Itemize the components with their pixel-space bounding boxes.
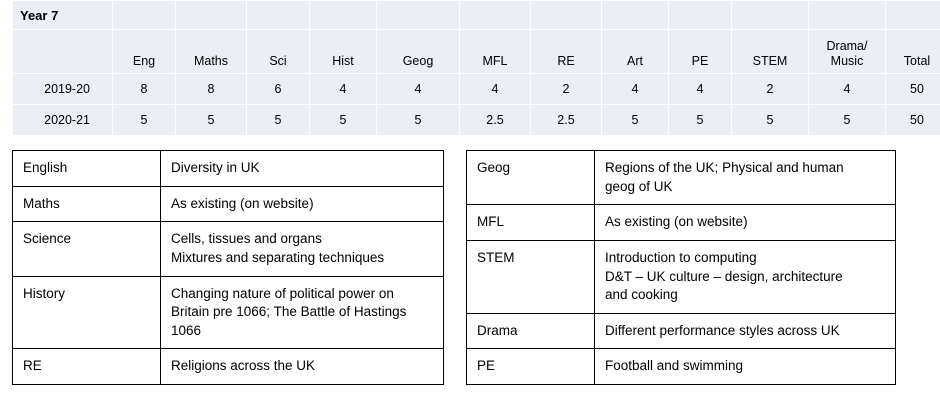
content-line: Diversity in UK <box>171 160 260 175</box>
content-history <box>161 276 444 349</box>
content-line: D&T – UK culture – design, architecture <box>605 268 843 284</box>
subject-stem: STEM <box>467 240 595 313</box>
allocation-row-2020-21 <box>13 105 940 136</box>
cell-art: 5 <box>602 105 669 136</box>
content-stem <box>595 240 896 313</box>
content-line: Religions across the UK <box>171 358 316 374</box>
content-re <box>161 349 444 385</box>
header-geog: Geog <box>377 30 460 74</box>
table-row <box>467 349 896 385</box>
subject-maths: Maths <box>13 186 161 222</box>
curriculum-table-right <box>466 150 896 385</box>
spacer-cell <box>247 1 310 30</box>
content-line: Football and swimming <box>605 358 744 374</box>
cell-geog: 4 <box>377 74 460 105</box>
year7-allocation-table <box>12 0 940 136</box>
subject-geog: Geog <box>467 151 595 205</box>
cell-pe: 4 <box>669 74 732 105</box>
content-geog <box>595 151 896 205</box>
header-maths: Maths <box>176 30 247 74</box>
subject-pe: PE <box>467 349 595 385</box>
cell-stem: 2 <box>732 74 809 105</box>
content-line: As existing (on website) <box>171 195 314 211</box>
cell-total: 50 <box>886 105 940 136</box>
table-row <box>13 186 444 222</box>
spacer-cell <box>732 1 809 30</box>
table-row <box>13 276 444 349</box>
content-drama <box>595 313 896 349</box>
cell-eng: 5 <box>113 105 176 136</box>
header-total: Total <box>886 30 940 74</box>
header-mfl: MFL <box>460 30 531 74</box>
header-re: RE <box>531 30 602 74</box>
subject-history: History <box>13 276 161 349</box>
header-hist: Hist <box>310 30 377 74</box>
spacer-cell <box>377 1 460 30</box>
cell-maths: 8 <box>176 74 247 105</box>
content-line: geog of UK <box>605 178 673 194</box>
allocation-title: Year 7 <box>13 1 113 30</box>
cell-art: 4 <box>602 74 669 105</box>
header-drama-music <box>809 30 886 74</box>
cell-pe: 5 <box>669 105 732 136</box>
header-blank <box>13 30 113 74</box>
cell-drama-music: 5 <box>809 105 886 136</box>
header-eng: Eng <box>113 30 176 74</box>
subject-re: RE <box>13 349 161 385</box>
curriculum-table-left <box>12 150 444 385</box>
content-line: 1066 <box>171 322 202 338</box>
subject-english: English <box>13 151 161 187</box>
header-drama-line2: Music <box>830 53 864 68</box>
table-row <box>13 151 444 187</box>
content-line: As existing (on website) <box>605 214 748 230</box>
cell-sci: 5 <box>247 105 310 136</box>
header-drama-line1: Drama/ <box>826 39 868 54</box>
header-art: Art <box>602 30 669 74</box>
header-sci: Sci <box>247 30 310 74</box>
spacer-cell <box>310 1 377 30</box>
subject-mfl: MFL <box>467 205 595 241</box>
content-line: Introduction to computing <box>605 249 757 265</box>
content-maths <box>161 186 444 222</box>
cell-total: 50 <box>886 74 940 105</box>
table-row <box>467 240 896 313</box>
content-science <box>161 222 444 276</box>
spacer-cell <box>602 1 669 30</box>
cell-eng: 8 <box>113 74 176 105</box>
cell-drama-music: 4 <box>809 74 886 105</box>
allocation-title-row <box>13 1 940 30</box>
cell-mfl: 2.5 <box>460 105 531 136</box>
allocation-header-row <box>13 30 940 74</box>
table-row <box>13 222 444 276</box>
content-pe <box>595 349 896 385</box>
cell-geog: 5 <box>377 105 460 136</box>
spacer-cell <box>113 1 176 30</box>
content-english <box>161 151 444 187</box>
cell-stem: 5 <box>732 105 809 136</box>
content-line: Cells, tissues and organs <box>171 231 322 247</box>
cell-re: 2 <box>531 74 602 105</box>
content-line: Different performance styles across UK <box>605 322 840 338</box>
cell-maths: 5 <box>176 105 247 136</box>
cell-hist: 5 <box>310 105 377 136</box>
cell-mfl: 4 <box>460 74 531 105</box>
allocation-row-2019-20 <box>13 74 940 105</box>
content-line: Regions of the UK; Physical and human <box>605 160 844 175</box>
table-row <box>467 151 896 205</box>
spacer-cell <box>886 1 940 30</box>
content-line: Mixtures and separating techniques <box>171 249 385 265</box>
row-year-label: 2019-20 <box>13 74 113 105</box>
table-row <box>467 205 896 241</box>
spacer-cell <box>669 1 732 30</box>
content-line: and cooking <box>605 287 678 303</box>
content-line: Changing nature of political power on <box>171 285 394 301</box>
cell-sci: 6 <box>247 74 310 105</box>
cell-hist: 4 <box>310 74 377 105</box>
header-pe: PE <box>669 30 732 74</box>
content-line: Britain pre 1066; The Battle of Hastings <box>171 304 407 320</box>
spacer-cell <box>176 1 247 30</box>
content-mfl <box>595 205 896 241</box>
table-row <box>13 349 444 385</box>
spacer-cell <box>531 1 602 30</box>
table-row <box>467 313 896 349</box>
header-stem: STEM <box>732 30 809 74</box>
row-year-label: 2020-21 <box>13 105 113 136</box>
spacer-cell <box>809 1 886 30</box>
subject-drama: Drama <box>467 313 595 349</box>
subject-science: Science <box>13 222 161 276</box>
cell-re: 2.5 <box>531 105 602 136</box>
spacer-cell <box>460 1 531 30</box>
